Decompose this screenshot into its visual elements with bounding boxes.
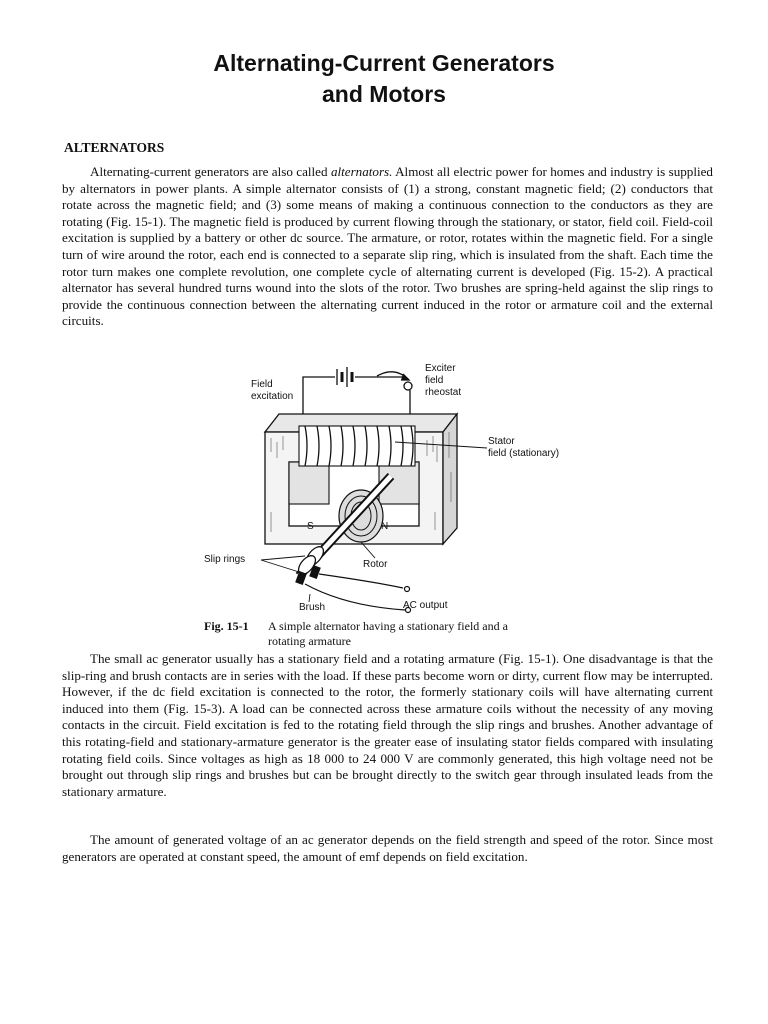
page-title xyxy=(0,48,768,110)
label-pole-s: S xyxy=(307,521,314,532)
caption-line-2: rotating armature xyxy=(268,634,351,648)
label-stator-1: Stator xyxy=(488,436,515,447)
rheostat-icon xyxy=(377,372,412,390)
label-rotor: Rotor xyxy=(363,559,388,570)
p1-text-start: Alternating-current generators are also called xyxy=(90,164,331,179)
p2-text: The small ac generator usually has a stationary field and a rotating armature (Fig. 15-1). One disadvantage is that the slip-ring and brush contacts are in series with the load. If these parts become worn or dirty, current flow may be interrupted. However, if the dc field excitation is connected to the rotor, the formerly stationary coils will have alternating current induced into them (Fig. 15-3). A load can be connected across these armature coils without the necessity of any moving contacts in the circuit. Field excitation is fed to the rotating field through the slip rings and brushes. Another advantage of this rotating-field and stationary-armature generator is the greater ease of insulating stator fields compared with insulating rotating field coils. Since voltages as high as 18 000 to 24 000 V are commonly generated, this high voltage need not be brought out through slip rings and brushes but can be brought directly to the switch gear through insulated leads from the stationary armature. xyxy=(62,651,713,799)
p1-emphasis: alternators. xyxy=(330,164,393,179)
label-stator-2: field (stationary) xyxy=(488,448,560,459)
caption-line-1: A simple alternator having a stationary field and a xyxy=(268,619,508,633)
section-heading: ALTERNATORS xyxy=(64,140,165,155)
label-pole-n: N xyxy=(381,521,389,532)
figure-caption xyxy=(204,619,584,649)
label-field-1: Field xyxy=(251,379,273,390)
paragraph-1 xyxy=(62,164,713,330)
title-line-1: Alternating-Current Generators xyxy=(213,50,555,76)
label-exciter-3: rheostat xyxy=(425,387,462,398)
paragraph-3 xyxy=(62,832,713,865)
battery-icon xyxy=(337,367,352,387)
alternator-figure xyxy=(195,362,585,624)
p3-text: The amount of generated voltage of an ac generator depends on the field strength and speed of the rotor. Since most generators are operated at constant speed, the amount of emf depends on field excitation. xyxy=(62,832,713,864)
p1-text-rest: Almost all electric power for homes and industry is supplied by alternators in power plants. A simple alternator consists of (1) a strong, constant magnetic field; (2) conductors that rotate across the magnetic field; and (3) some means of making a continuous connection to the conductors as they are rotating (Fig. 15-1). The magnetic field is produced by current flowing through the stationary, or stator, field coil. Field-coil excitation is supplied by a battery or other dc source. The armature, or rotor, rotates within the magnetic field. For a single turn of wire around the rotor, each end is connected to a separate slip ring, which is insulated from the shaft. Each time the rotor turn makes one complete revolution, one complete cycle of alternating current is developed (Fig. 15-2). A practical alternator has several hundred turns wound into the slots of the rotor. Two brushes are spring-held against the slip rings to provide the continuous connection between the alternating current induced in the rotor or armature coil and the external circuits. xyxy=(62,164,713,329)
label-exciter-2: field xyxy=(425,375,444,386)
paragraph-2 xyxy=(62,651,713,800)
label-ac-output: AC output xyxy=(403,600,448,611)
field-coil xyxy=(299,426,415,466)
label-field-2: excitation xyxy=(251,391,294,402)
figure-number: Fig. 15-1 xyxy=(204,619,249,633)
label-brush: Brush xyxy=(299,602,326,613)
label-slip-rings: Slip rings xyxy=(204,554,246,565)
alternator-diagram xyxy=(195,362,585,624)
title-line-2: and Motors xyxy=(322,81,446,107)
label-exciter-1: Exciter xyxy=(425,363,456,374)
